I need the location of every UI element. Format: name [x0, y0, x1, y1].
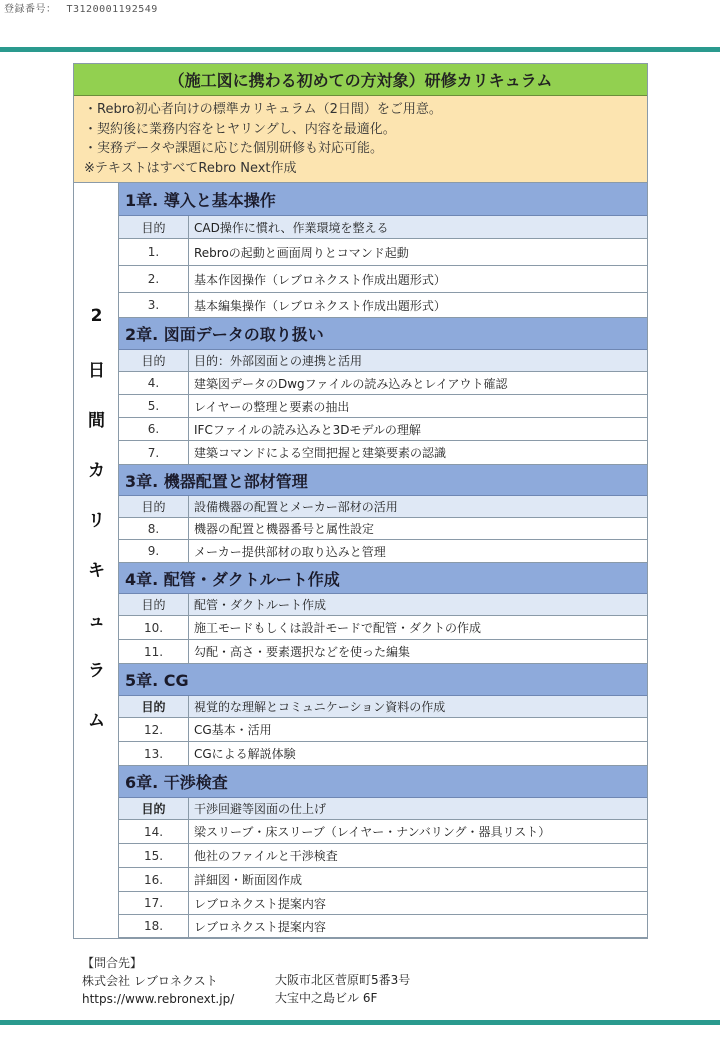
- registration-value: T3120001192549: [66, 4, 158, 15]
- lesson-row: [119, 418, 647, 441]
- lesson-text: 基本編集操作（レブロネクスト作成出題形式）: [194, 298, 446, 313]
- company-url[interactable]: https://www.rebronext.jp/: [82, 992, 235, 1006]
- objective-label: 目的: [119, 696, 189, 717]
- lesson-text: IFCファイルの読み込みと3Dモデルの理解: [194, 422, 421, 437]
- contact-heading: 【問合先】: [82, 956, 143, 970]
- sidebar-2day-curriculum: [74, 183, 119, 938]
- lesson-number: 10.: [119, 616, 189, 639]
- lesson-text: 建築コマンドによる空間把握と建築要素の認識: [194, 446, 447, 460]
- lesson-text: 勾配・高さ・要素選択などを使った編集: [194, 645, 411, 659]
- objective-row: [119, 216, 647, 239]
- lesson-row: [119, 518, 647, 540]
- objective-label: 目的: [119, 216, 189, 238]
- sidebar-char: カ: [88, 461, 105, 481]
- lesson-row: [119, 742, 647, 766]
- objective-text: 配管・ダクトルート作成: [194, 598, 327, 612]
- lesson-number: 8.: [119, 518, 189, 539]
- objective-text: 干渉回避等図面の仕上げ: [194, 802, 327, 816]
- sidebar-char: ュ: [88, 611, 105, 631]
- lesson-row: [119, 844, 647, 868]
- sidebar-char: ム: [88, 711, 105, 731]
- objective-label: 目的: [119, 350, 189, 371]
- lesson-text: 梁スリーブ・床スリーブ（レイヤー・ナンバリング・器具リスト）: [194, 825, 551, 839]
- bottom-divider: [0, 1020, 720, 1025]
- lesson-number: 15.: [119, 844, 189, 867]
- sidebar-char: 2: [90, 306, 103, 326]
- lesson-text: CG基本・活用: [194, 723, 272, 737]
- lesson-text: CGによる解説体験: [194, 747, 296, 761]
- lesson-number: 7.: [119, 441, 189, 464]
- lesson-row: [119, 892, 647, 915]
- objective-text: CAD操作に慣れ、作業環境を整える: [194, 220, 389, 235]
- objective-row: [119, 696, 647, 718]
- top-divider: [0, 47, 720, 52]
- lesson-number: 4.: [119, 372, 189, 394]
- lesson-row: [119, 239, 647, 266]
- curriculum-table: [73, 63, 648, 939]
- sidebar-char: キ: [88, 561, 105, 581]
- sidebar-char: 日: [88, 361, 105, 381]
- contact-info: [82, 954, 411, 1008]
- chapter-header: 4章. 配管・ダクトルート作成: [119, 563, 647, 594]
- sidebar-char: ラ: [88, 661, 105, 681]
- company-name: 株式会社 レブロネクスト: [82, 974, 218, 988]
- lesson-number: 17.: [119, 892, 189, 914]
- objective-row: [119, 350, 647, 372]
- registration-label: 登録番号：: [4, 4, 57, 15]
- lesson-number: 13.: [119, 742, 189, 765]
- lesson-row: [119, 640, 647, 664]
- lesson-row: [119, 868, 647, 892]
- lesson-number: 16.: [119, 868, 189, 891]
- objective-row: [119, 496, 647, 518]
- intro-line: ・Rebro初心者向けの標準カリキュラム（2日間）をご用意。: [84, 102, 442, 117]
- lesson-row: [119, 718, 647, 742]
- lesson-text: 機器の配置と機器番号と属性設定: [194, 522, 375, 536]
- lesson-row: [119, 266, 647, 293]
- objective-row: [119, 594, 647, 616]
- sidebar-char: リ: [88, 511, 105, 531]
- lesson-number: 3.: [119, 293, 189, 317]
- chapter-header: 5章. CG: [119, 664, 647, 696]
- lesson-text: 施工モードもしくは設計モードで配管・ダクトの作成: [194, 621, 482, 635]
- lesson-text: メーカー提供部材の取り込みと管理: [194, 544, 386, 559]
- objective-label: 目的: [119, 496, 189, 517]
- lesson-number: 2.: [119, 266, 189, 292]
- intro-line: ・実務データや課題に応じた個別研修も対応可能。: [84, 141, 384, 156]
- lesson-row: [119, 616, 647, 640]
- lesson-number: 9.: [119, 540, 189, 562]
- address-line-1: 大阪市北区菅原町5番3号: [275, 973, 411, 987]
- chapter-header: 3章. 機器配置と部材管理: [119, 465, 647, 496]
- address-block: [275, 971, 410, 1007]
- lesson-text: Rebroの起動と画面周りとコマンド起動: [194, 245, 409, 260]
- lesson-text: 基本作図操作（レブロネクスト作成出題形式）: [194, 272, 446, 287]
- lesson-row: [119, 293, 647, 318]
- chapter-header: 1章. 導入と基本操作: [119, 183, 647, 216]
- lesson-text: 他社のファイルと干渉検査: [194, 849, 338, 863]
- objective-text: 目的：外部図面との連携と活用: [194, 354, 363, 368]
- lesson-number: 1.: [119, 239, 189, 265]
- objective-label: 目的: [119, 594, 189, 615]
- objective-text: 設備機器の配置とメーカー部材の活用: [194, 500, 398, 514]
- lesson-row: [119, 915, 647, 938]
- address-line-2: 大宝中之島ビル 6F: [275, 991, 378, 1005]
- lesson-text: レイヤーの整理と要素の抽出: [194, 399, 350, 414]
- intro-line: ・契約後に業務内容をヒヤリングし、内容を最適化。: [84, 121, 396, 137]
- lesson-row: [119, 441, 647, 465]
- objective-label: 目的: [119, 798, 189, 819]
- lesson-number: 14.: [119, 820, 189, 843]
- lesson-row: [119, 820, 647, 844]
- lesson-row: [119, 540, 647, 563]
- lesson-number: 5.: [119, 395, 189, 417]
- lesson-number: 6.: [119, 418, 189, 440]
- objective-row: [119, 798, 647, 820]
- lesson-number: 12.: [119, 718, 189, 741]
- intro-line: ※テキストはすべてRebro Next作成: [84, 160, 297, 176]
- lesson-row: [119, 372, 647, 395]
- lesson-row: [119, 395, 647, 418]
- lesson-number: 18.: [119, 915, 189, 937]
- sidebar-char: 間: [88, 411, 105, 431]
- lesson-text: 建築図データのDwgファイルの読み込みとレイアウト確認: [194, 376, 508, 391]
- registration-number: [4, 0, 158, 15]
- chapter-header: 6章. 干渉検査: [119, 766, 647, 798]
- lesson-text: 詳細図・断面図作成: [194, 873, 303, 887]
- chapter-header: 2章. 図面データの取り扱い: [119, 318, 647, 350]
- lesson-number: 11.: [119, 640, 189, 663]
- chapter-list: [119, 183, 647, 938]
- page-title: （施工図に携わる初めての方対象）研修カリキュラム: [74, 64, 647, 96]
- lesson-text: レブロネクスト提案内容: [194, 896, 326, 911]
- intro-box: [74, 96, 647, 183]
- lesson-text: レブロネクスト提案内容: [194, 919, 326, 934]
- objective-text: 視覚的な理解とコミュニケーション資料の作成: [194, 700, 446, 714]
